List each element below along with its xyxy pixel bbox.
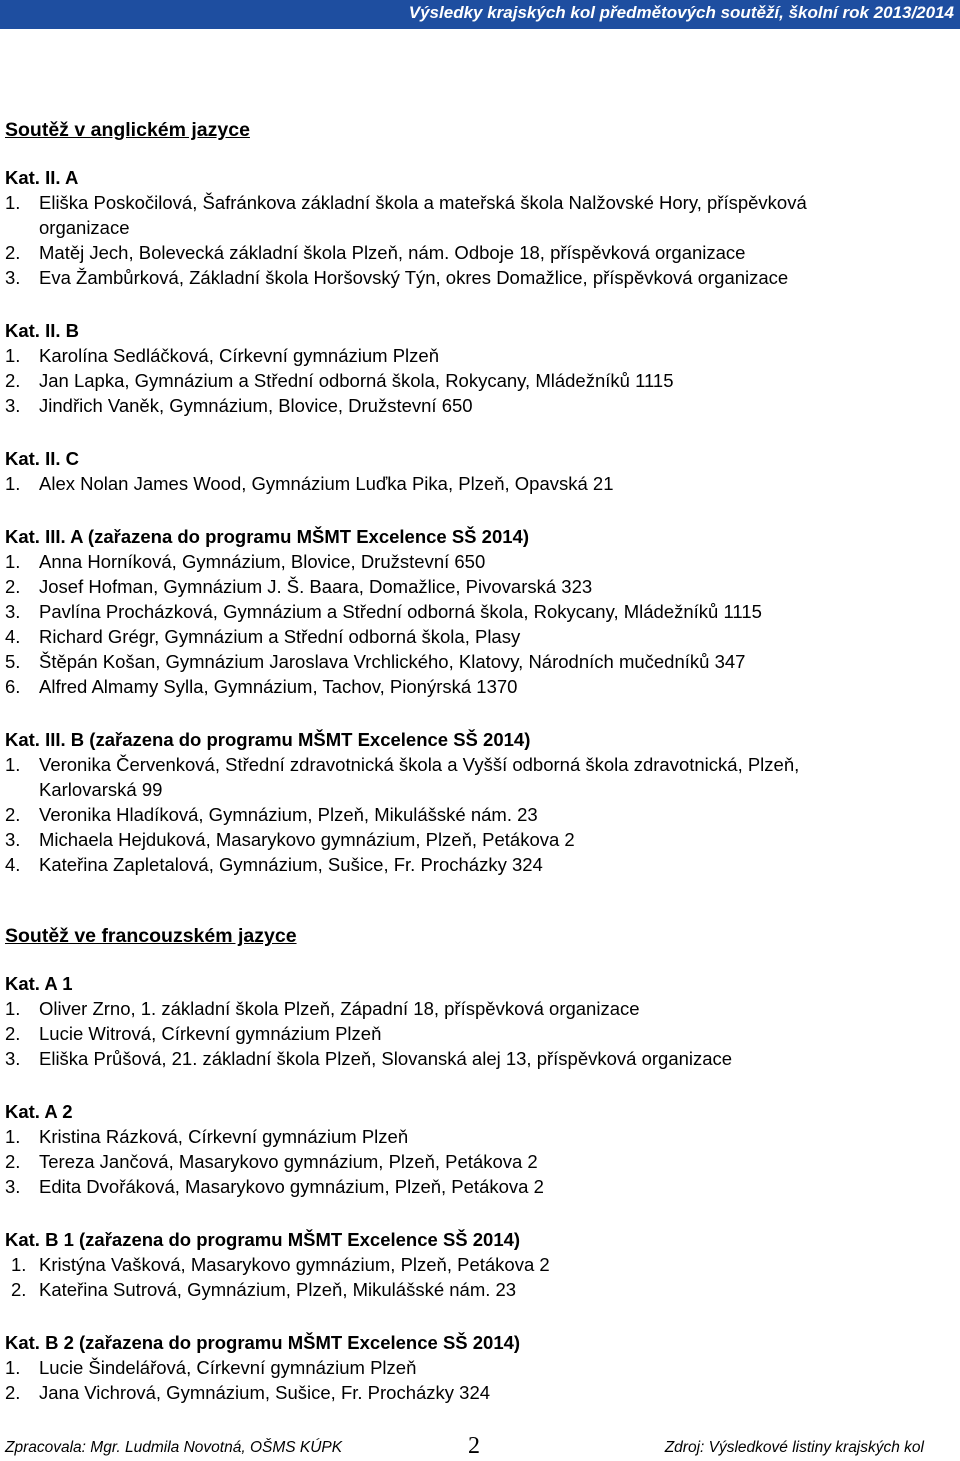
entry-text: Lucie Šindelářová, Církevní gymnázium Plzeň xyxy=(39,1357,417,1378)
result-entry xyxy=(5,1277,945,1302)
section-spacer xyxy=(5,877,945,923)
entry-rank: 2. xyxy=(11,1279,27,1300)
entry-text: Veronika Hladíková, Gymnázium, Plzeň, Mikulášské nám. 23 xyxy=(39,804,538,825)
result-entry xyxy=(5,574,945,599)
category-heading: Kat. II. B xyxy=(5,320,80,341)
category-spacer xyxy=(5,496,945,524)
category-heading: Kat. A 2 xyxy=(5,1101,73,1122)
entry-rank: 1. xyxy=(5,551,21,572)
result-entry xyxy=(5,549,945,574)
entry-text: Edita Dvořáková, Masarykovo gymnázium, Plzeň, Petákova 2 xyxy=(39,1176,544,1197)
entry-rank: 1. xyxy=(5,998,21,1019)
result-entry xyxy=(5,752,945,777)
category-spacer xyxy=(5,699,945,727)
category-heading: Kat. III. B (zařazena do programu MŠMT Excelence SŠ 2014) xyxy=(5,729,531,750)
entry-rank: 2. xyxy=(5,242,21,263)
category-spacer xyxy=(5,290,945,318)
entry-rank: 1. xyxy=(5,1126,21,1147)
result-entry xyxy=(5,1355,945,1380)
result-entry xyxy=(5,368,945,393)
entry-text: Veronika Červenková, Střední zdravotnická škola a Vyšší odborná škola zdravotnická, Plzeň, xyxy=(39,754,800,775)
entry-text: Richard Grégr, Gymnázium a Střední odborná škola, Plasy xyxy=(39,626,521,647)
entry-text: Alex Nolan James Wood, Gymnázium Luďka Pika, Plzeň, Opavská 21 xyxy=(39,473,614,494)
entry-text: Eva Žambůrková, Základní škola Horšovský Týn, okres Domažlice, příspěvková organizace xyxy=(39,267,789,288)
result-entry xyxy=(5,1149,945,1174)
entry-text: Jana Vichrová, Gymnázium, Sušice, Fr. Procházky 324 xyxy=(39,1382,491,1403)
header-title: Výsledky krajských kol předmětových soutěží, školní rok 2013/2014 xyxy=(408,3,954,22)
footer-source: Zdroj: Výsledkové listiny krajských kol xyxy=(664,1439,924,1456)
result-entry xyxy=(5,1021,945,1046)
entry-rank: 3. xyxy=(5,601,21,622)
result-entry xyxy=(5,1124,945,1149)
entry-text: Pavlína Procházková, Gymnázium a Střední odborná škola, Rokycany, Mládežníků 1115 xyxy=(39,601,762,622)
entry-rank: 1. xyxy=(5,192,21,213)
entry-text: Eliška Poskočilová, Šafránkova základní škola a mateřská škola Nalžovské Hory, příspěvková xyxy=(39,192,807,213)
entry-text: Anna Horníková, Gymnázium, Blovice, Družstevní 650 xyxy=(39,551,486,572)
entry-text: Štěpán Košan, Gymnázium Jaroslava Vrchlického, Klatovy, Národních mučedníků 347 xyxy=(39,651,746,672)
category-spacer xyxy=(5,418,945,446)
entry-rank: 3. xyxy=(5,267,21,288)
entry-rank: 1. xyxy=(5,754,21,775)
result-entry xyxy=(5,240,945,265)
category-heading: Kat. II. A xyxy=(5,167,79,188)
category-spacer xyxy=(5,1199,945,1227)
entry-rank: 4. xyxy=(5,854,21,875)
result-entry xyxy=(5,649,945,674)
entry-text: Eliška Průšová, 21. základní škola Plzeň, Slovanská alej 13, příspěvková organizace xyxy=(39,1048,733,1069)
entry-rank: 2. xyxy=(5,804,21,825)
entry-text: Kristýna Vašková, Masarykovo gymnázium, Plzeň, Petákova 2 xyxy=(39,1254,550,1275)
category-heading: Kat. II. C xyxy=(5,448,80,469)
entry-rank: 3. xyxy=(5,395,21,416)
entry-rank: 2. xyxy=(5,370,21,391)
category-heading: Kat. A 1 xyxy=(5,973,73,994)
entry-rank: 1. xyxy=(5,345,21,366)
footer-author: Zpracovala: Mgr. Ludmila Novotná, OŠMS KÚPK xyxy=(5,1439,343,1456)
result-entry xyxy=(5,1046,945,1071)
entry-rank: 4. xyxy=(5,626,21,647)
entry-text: Michaela Hejduková, Masarykovo gymnázium, Plzeň, Petákova 2 xyxy=(39,829,575,850)
entry-rank: 1. xyxy=(5,473,21,494)
entry-text: Lucie Witrová, Církevní gymnázium Plzeň xyxy=(39,1023,382,1044)
result-entry xyxy=(5,852,945,877)
entry-rank: 3. xyxy=(5,829,21,850)
entry-rank: 2. xyxy=(5,1023,21,1044)
header-bar xyxy=(0,0,960,29)
section-title: Soutěž v anglickém jazyce xyxy=(5,119,250,141)
entry-rank: 1. xyxy=(11,1254,27,1275)
entry-rank: 2. xyxy=(5,1151,21,1172)
entry-text: Jindřich Vaněk, Gymnázium, Blovice, Družstevní 650 xyxy=(39,395,473,416)
entry-rank: 3. xyxy=(5,1048,21,1069)
category-spacer xyxy=(5,143,945,165)
entry-continuation: Karlovarská 99 xyxy=(39,779,163,800)
result-entry xyxy=(5,1252,945,1277)
result-entry xyxy=(5,674,945,699)
entry-text: Kristina Rázková, Církevní gymnázium Plzeň xyxy=(39,1126,409,1147)
page-footer xyxy=(0,1433,960,1461)
category-spacer xyxy=(5,1071,945,1099)
result-entry xyxy=(5,393,945,418)
entry-rank: 6. xyxy=(5,676,21,697)
result-entry xyxy=(5,599,945,624)
result-entry xyxy=(5,190,945,215)
category-spacer xyxy=(5,949,945,971)
entry-rank: 2. xyxy=(5,576,21,597)
result-entry xyxy=(5,343,945,368)
document-body xyxy=(5,117,945,1405)
result-entry xyxy=(5,802,945,827)
entry-rank: 3. xyxy=(5,1176,21,1197)
entry-rank: 2. xyxy=(5,1382,21,1403)
entry-text: Kateřina Zapletalová, Gymnázium, Sušice, Fr. Procházky 324 xyxy=(39,854,543,875)
result-entry xyxy=(5,265,945,290)
entry-rank: 1. xyxy=(5,1357,21,1378)
entry-text: Alfred Almamy Sylla, Gymnázium, Tachov, Pionýrská 1370 xyxy=(39,676,518,697)
category-heading: Kat. B 1 (zařazena do programu MŠMT Excelence SŠ 2014) xyxy=(5,1229,521,1250)
entry-text: Josef Hofman, Gymnázium J. Š. Baara, Domažlice, Pivovarská 323 xyxy=(39,576,593,597)
entry-text: Karolína Sedláčková, Církevní gymnázium Plzeň xyxy=(39,345,439,366)
category-heading: Kat. III. A (zařazena do programu MŠMT Excelence SŠ 2014) xyxy=(5,526,529,547)
entry-text: Oliver Zrno, 1. základní škola Plzeň, Západní 18, příspěvková organizace xyxy=(39,998,640,1019)
result-entry xyxy=(5,827,945,852)
page-number: 2 xyxy=(468,1433,480,1459)
category-heading: Kat. B 2 (zařazena do programu MŠMT Excelence SŠ 2014) xyxy=(5,1332,521,1353)
entry-text: Tereza Jančová, Masarykovo gymnázium, Plzeň, Petákova 2 xyxy=(39,1151,538,1172)
result-entry xyxy=(5,624,945,649)
category-spacer xyxy=(5,1302,945,1330)
result-entry xyxy=(5,1174,945,1199)
result-entry xyxy=(5,1380,945,1405)
entry-rank: 5. xyxy=(5,651,21,672)
entry-text: Matěj Jech, Bolevecká základní škola Plzeň, nám. Odboje 18, příspěvková organizace xyxy=(39,242,746,263)
result-entry xyxy=(5,996,945,1021)
entry-text: Jan Lapka, Gymnázium a Střední odborná škola, Rokycany, Mládežníků 1115 xyxy=(39,370,674,391)
entry-text: Kateřina Sutrová, Gymnázium, Plzeň, Mikulášské nám. 23 xyxy=(39,1279,517,1300)
section-title: Soutěž ve francouzském jazyce xyxy=(5,925,297,947)
entry-continuation: organizace xyxy=(39,217,130,238)
result-entry xyxy=(5,471,945,496)
